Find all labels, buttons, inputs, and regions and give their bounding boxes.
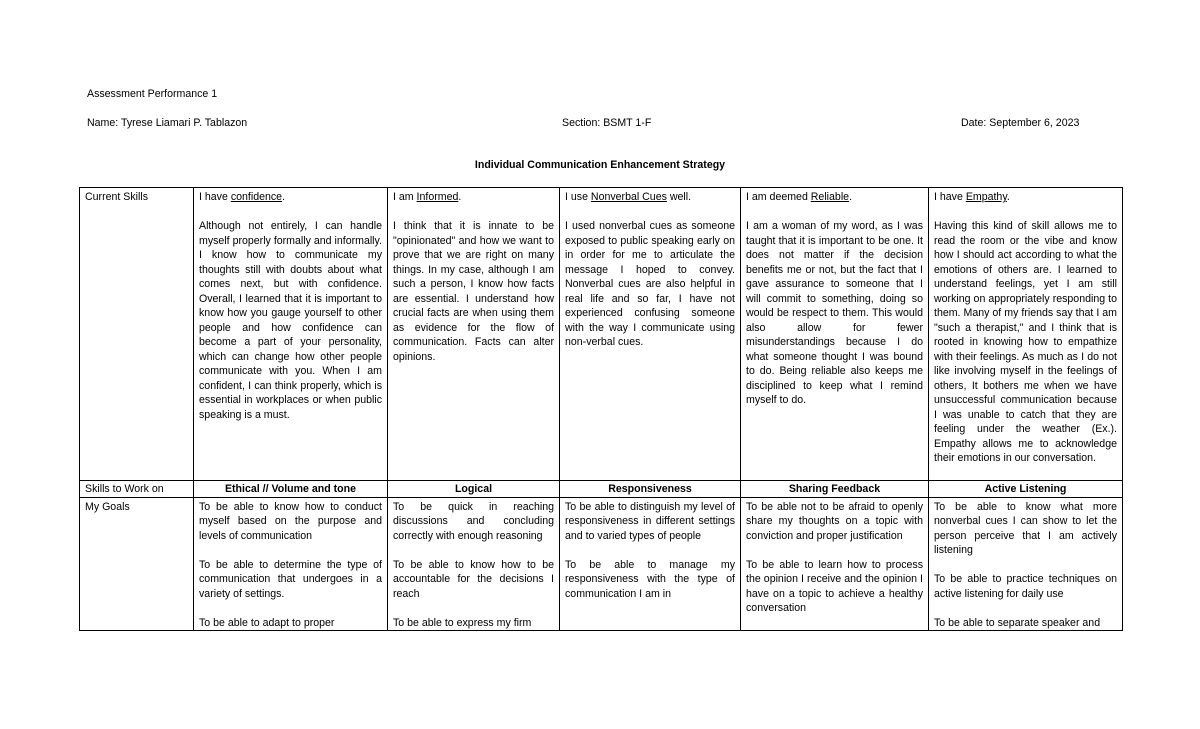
date-label: Date: September 6, 2023 bbox=[961, 117, 1080, 129]
row-label-skills-to-work-on: Skills to Work on bbox=[80, 481, 194, 498]
goal-item: To be able to know how to conduct myself based on the purpose and levels of communication bbox=[199, 500, 382, 542]
goal-item: To be able to learn how to process the opinion I receive and the opinion I have on a topic to achieve a healthy conversation bbox=[746, 558, 923, 614]
skill-description: I used nonverbal cues as someone exposed to public speaking early on in order for me to articulate the message I hoped to convey. Nonverbal cues are also helpful in real life and so far, I have not experienced confusing someone with the way I communicate using non-verbal cues. bbox=[565, 220, 735, 348]
current-skill-cell: I am deemed Reliable. I am a woman of my word, as I was taught that it is important to be one. It does not matter if the decision benefits me or not, but the fact that I gave assurance to someone that I will commit to something, doing so would be respect to them. This would also allow for fewer misunderstandings because I do what someone thought I was bound to do. Being reliable also keeps me disciplined to keep what I remind myself to do. bbox=[741, 188, 929, 481]
my-goals-row bbox=[80, 497, 1123, 631]
goal-item: To be able to know what more nonverbal cues I can show to let the person perceive that I am actively listening bbox=[934, 500, 1117, 556]
goal-item: To be able to distinguish my level of responsiveness in different settings and to varied types of people bbox=[565, 500, 735, 542]
goal-item: To be able to practice techniques on active listening for daily use bbox=[934, 573, 1117, 600]
goal-cell bbox=[194, 497, 388, 631]
goal-cell bbox=[741, 497, 929, 631]
work-skill-header: Ethical // Volume and tone bbox=[194, 481, 388, 498]
strategy-table bbox=[79, 187, 1123, 631]
work-skill-header: Logical bbox=[388, 481, 560, 498]
student-name: Name: Tyrese Liamari P. Tablazon bbox=[87, 117, 248, 129]
document-title: Individual Communication Enhancement Strategy bbox=[474, 159, 726, 171]
goal-item: To be quick in reaching discussions and concluding correctly with enough reasoning bbox=[393, 500, 554, 542]
skill-name: Reliable bbox=[810, 191, 850, 203]
goal-item: To be able to determine the type of communication that undergoes in a variety of settings. bbox=[199, 558, 382, 600]
skill-description: I think that it is innate to be "opinionated" and how we want to prove that we are right on many things. In my case, although I am such a person, I know how facts are essential. I understand how crucial facts are when using them as evidence for the flow of communication. Facts can alter opinions. bbox=[393, 220, 554, 363]
current-skill-cell: I use Nonverbal Cues well. I used nonverbal cues as someone exposed to public speaking early on in order for me to articulate the message I hoped to convey. Nonverbal cues are also helpful in real life and so far, I have not experienced confusing someone with the way I communicate using non-verbal cues. bbox=[560, 188, 741, 481]
skill-description: I am a woman of my word, as I was taught that it is important to be one. It does not matter if the decision benefits me or not, but the fact that I gave assurance to someone that I will commit to something, doing so would be respect to them. This would also allow for fewer misunderstandings because I do what someone thought I was bound to do. Being reliable also keeps me disciplined to keep what I remind myself to do. bbox=[746, 220, 923, 406]
work-skill-header: Responsiveness bbox=[560, 481, 741, 498]
skill-name: Nonverbal Cues bbox=[590, 191, 667, 203]
work-skill-header: Sharing Feedback bbox=[741, 481, 929, 498]
current-skill-cell: I am Informed. I think that it is innate to be "opinionated" and how we want to prove that we are right on many things. In my case, although I am such a person, I know how facts are essential. I understand how crucial facts are when using them as evidence for the flow of communication. Facts can alter opinions. bbox=[388, 188, 560, 481]
row-label-my-goals: My Goals bbox=[80, 497, 194, 631]
skill-name: confidence bbox=[230, 191, 283, 203]
work-skill-header: Active Listening bbox=[929, 481, 1123, 498]
section-label: Section: BSMT 1-F bbox=[562, 117, 652, 129]
goal-item: To be able to know how to be accountable for the decisions I reach bbox=[393, 558, 554, 600]
goal-cell bbox=[388, 497, 560, 631]
goal-item: To be able to express my firm bbox=[393, 616, 532, 629]
skill-name: Informed bbox=[416, 191, 459, 203]
assessment-label: Assessment Performance 1 bbox=[87, 88, 218, 100]
goal-cell bbox=[929, 497, 1123, 631]
current-skills-row bbox=[80, 188, 1123, 481]
row-label-current-skills: Current Skills bbox=[80, 188, 194, 481]
current-skill-cell: I have Empathy. Having this kind of skill allows me to read the room or the vibe and know how I should act according to what the emotions of others are. I learned to understand feelings, yet I am still working on appropriately responding to them. Many of my friends say that I am "such a therapist," and I think that is rooted in knowing how to empathize with their feelings. As much as I do not like involving myself in the feelings of others, It bothers me when we have unsuccessful communication because I was unable to catch that they are feeling under the weather (Ex.). Empathy allows me to acknowledge their emotions in our conversation. bbox=[929, 188, 1123, 481]
goal-item: To be able not to be afraid to openly share my thoughts on a topic with conviction and proper justification bbox=[746, 500, 923, 542]
skills-to-work-on-row bbox=[80, 481, 1123, 498]
current-skill-cell: I have confidence. Although not entirely, I can handle myself properly formally and informally. I know how to communicate my thoughts still with doubts about what comes next, but with confidence. Overall, I learned that it is important to know how you gauge yourself to other people and how confidence can become a part of your personality, which can change how other people communicate with you. When I am confident, I can think properly, which is essential in workplaces or when public speaking is a must. bbox=[194, 188, 388, 481]
skill-name: Empathy bbox=[965, 191, 1007, 203]
goal-item: To be able to manage my responsiveness with the type of communication I am in bbox=[565, 558, 735, 600]
skill-description: Having this kind of skill allows me to read the room or the vibe and know how I should act according to what the emotions of others are. I learned to understand feelings, yet I am still working on appropriately responding to them. Many of my friends say that I am "such a therapist," and I think that is rooted in knowing how to empathize with their feelings. As much as I do not like involving myself in the feelings of others, It bothers me when we have unsuccessful communication because I was unable to catch that they are feeling under the weather (Ex.). Empathy allows me to acknowledge their emotions in our conversation. bbox=[934, 220, 1117, 464]
goal-item: To be able to separate speaker and bbox=[934, 616, 1101, 629]
skill-description: Although not entirely, I can handle myself properly formally and informally. I know how to communicate my thoughts still with doubts about what comes next, but with confidence. Overall, I learned that it is important to know how you gauge yourself to other people and how confidence can become a part of your personality, which can change how other people communicate with you. When I am confident, I can think properly, which is essential in workplaces or when public speaking is a must. bbox=[199, 220, 382, 421]
goal-cell bbox=[560, 497, 741, 631]
goal-item: To be able to adapt to proper bbox=[199, 616, 335, 629]
